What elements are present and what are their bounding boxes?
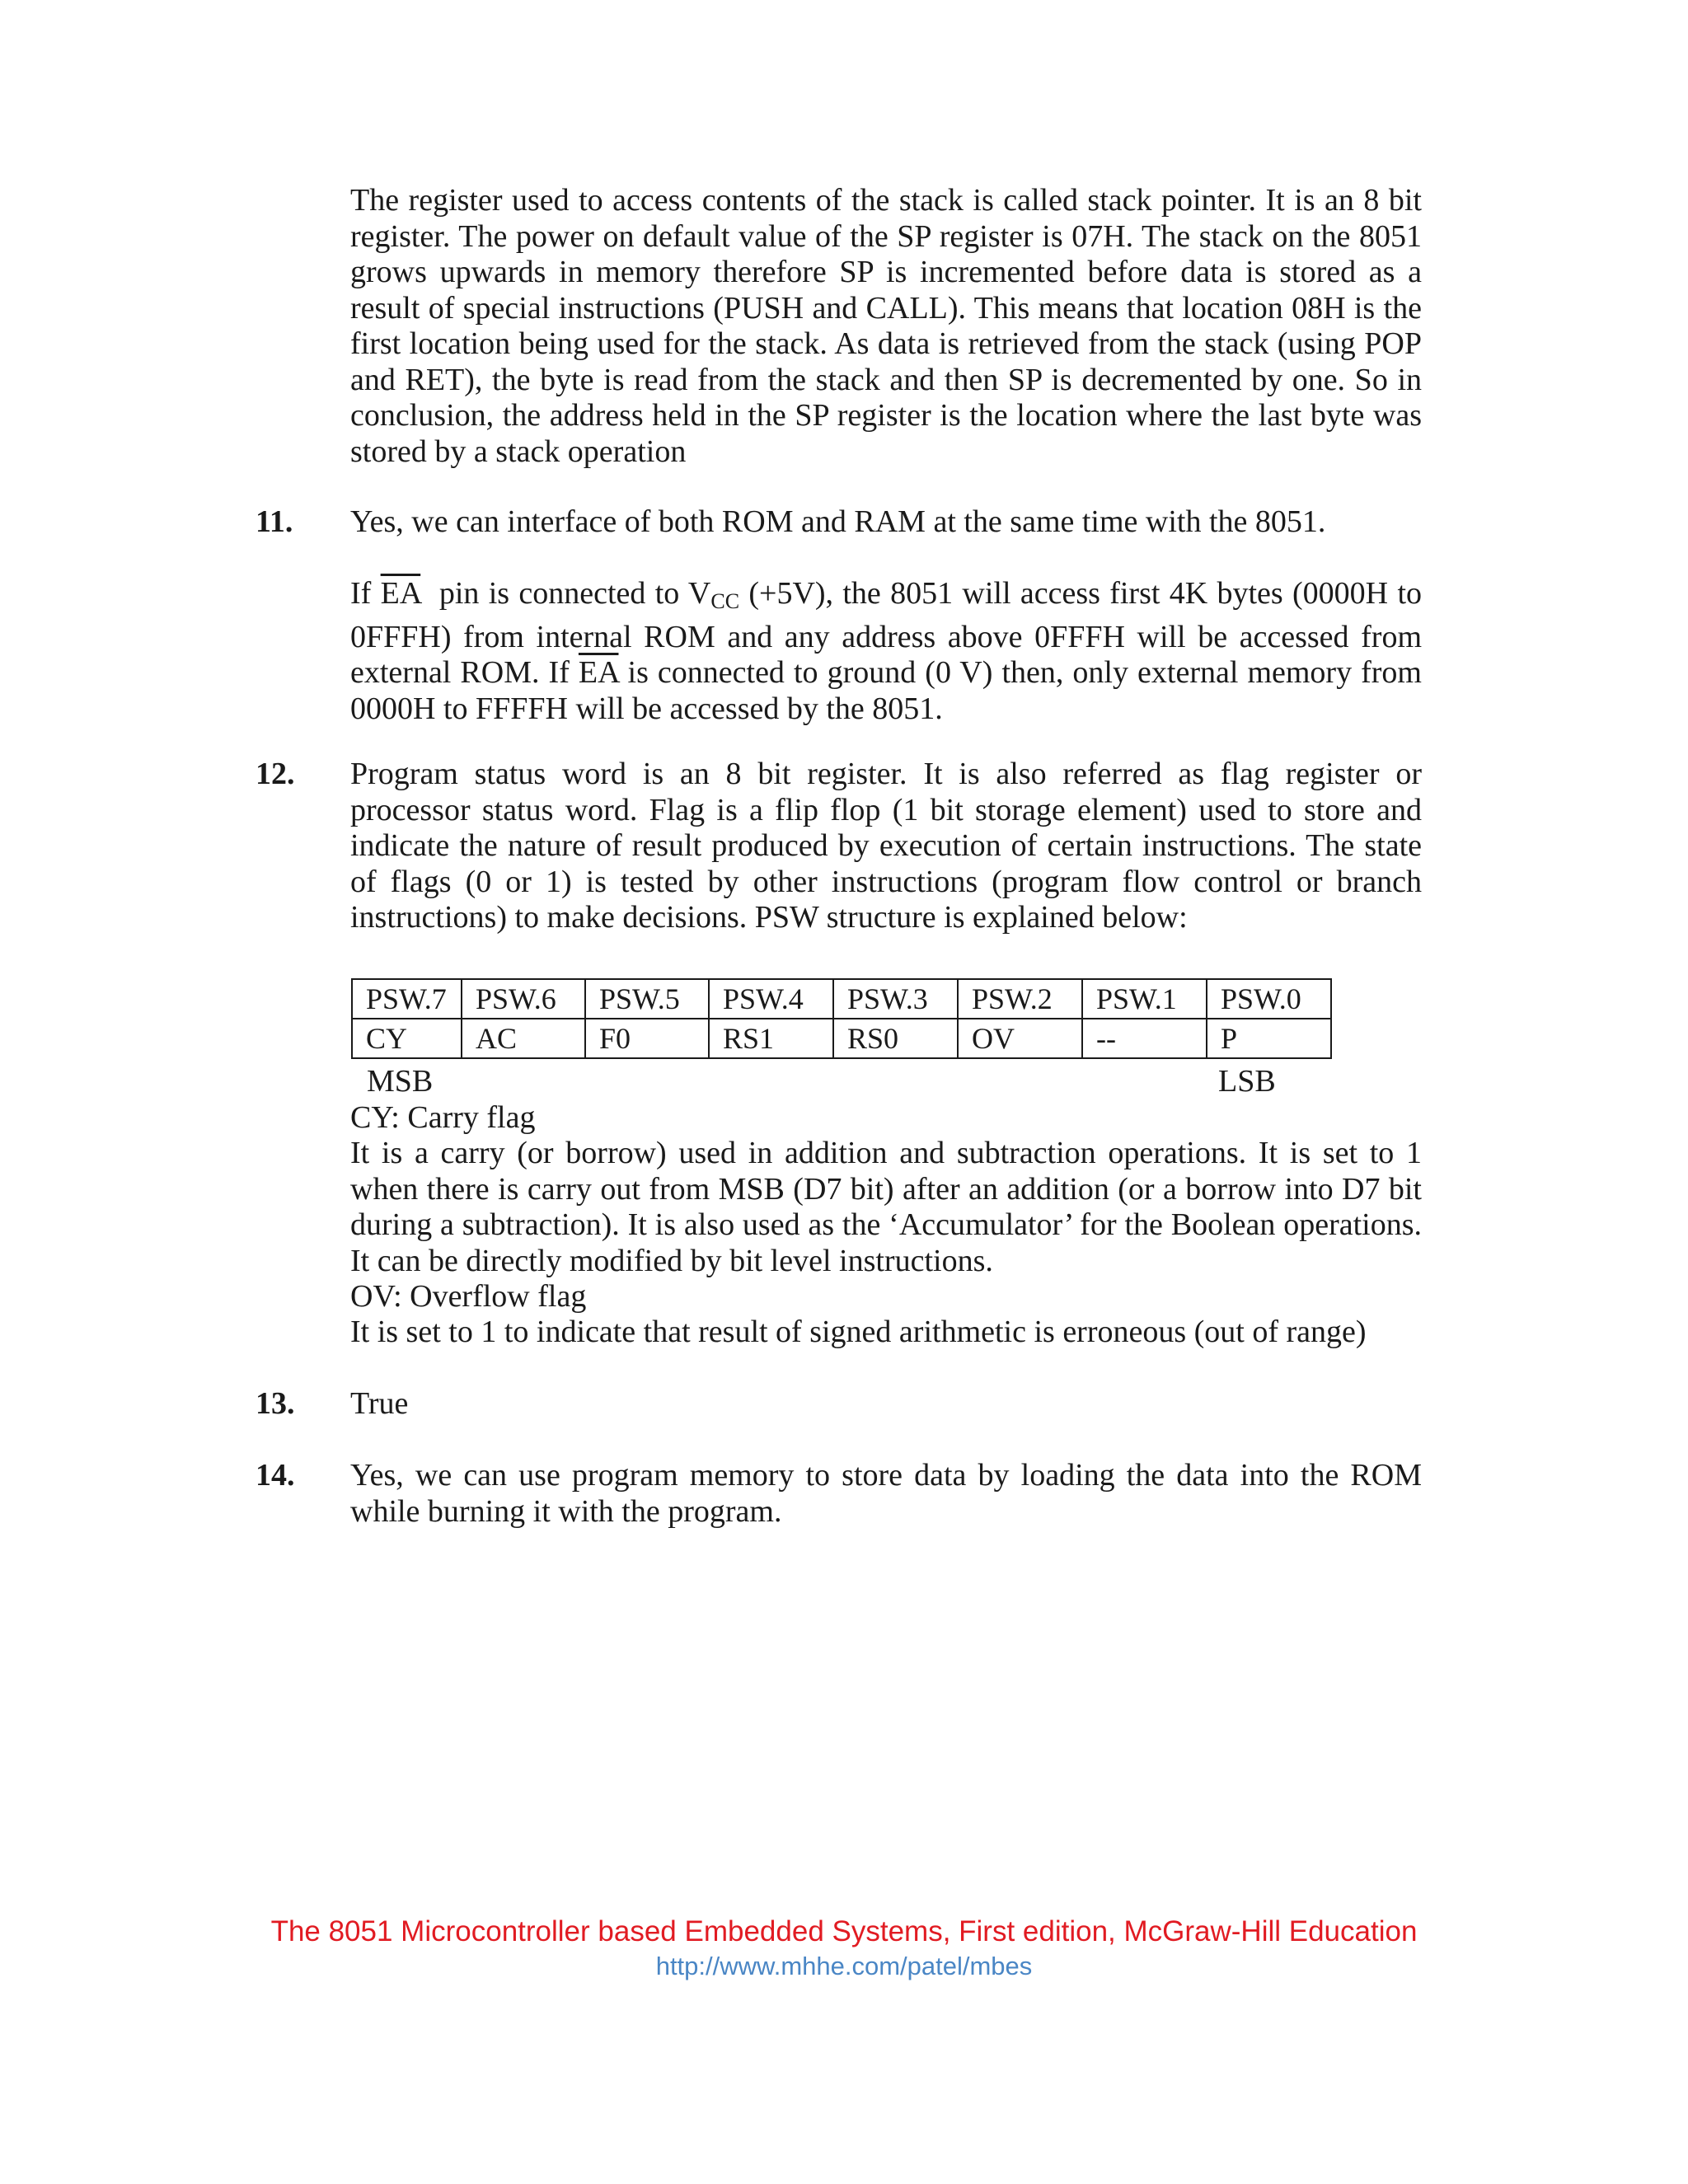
psw-bit-cell: PSW.0	[1207, 979, 1331, 1019]
psw-flag-cell: OV	[958, 1019, 1082, 1058]
psw-flags-row	[352, 1019, 1331, 1058]
stack-pointer-paragraph: The register used to access contents of the stack is called stack pointer. It is an 8 bit register. The power on default value of the SP register is 07H. The stack on the 8051 grows upwards in memory therefore SP is incremented before data is stored as a result of special instructions (PUSH and CALL). This means that location 08H is the first location being used for the stack. As data is retrieved from the stack (using POP and RET), the byte is read from the stack and then SP is decremented by one. So in conclusion, the address held in the SP register is the location where the last byte was stored by a stack operation	[350, 183, 1422, 469]
q12-psw-paragraph: Program status word is an 8 bit register. It is also referred as flag register or processor status word. Flag is a flip flop (1 bit storage element) used to store and indicate the nature of result produced by execution of certain instructions. The state of flags (0 or 1) is tested by other instructions (program flow control or branch instructions) to make decisions. PSW structure is explained below:	[350, 757, 1422, 935]
q13-answer: True	[350, 1386, 409, 1421]
psw-bits-row	[352, 979, 1331, 1019]
q14-number: 14.	[256, 1458, 295, 1493]
q11-number: 11.	[256, 504, 293, 539]
q11-text-4: is connected to ground (0 V) then, only external memory from 0000H to FFFFH will be accessed by the 8051.	[350, 655, 1422, 726]
psw-bit-cell: PSW.6	[462, 979, 585, 1019]
psw-flag-cell: --	[1082, 1019, 1207, 1058]
lsb-label: LSB	[1218, 1064, 1276, 1099]
psw-flag-cell: RS1	[709, 1019, 833, 1058]
psw-flag-cell: AC	[462, 1019, 585, 1058]
psw-bit-cell: PSW.1	[1082, 979, 1207, 1019]
ea-overline-1: $\overline{EA}$	[380, 576, 421, 611]
cy-flag-description: It is a carry (or borrow) used in addition and subtraction operations. It is set to 1 when there is carry out from MSB (D7 bit) after an addition (or a borrow into D7 bit during a subtraction). It is also used as the ‘Accumulator’ for the Boolean operations. It can be directly modified by bit level instructions.	[350, 1136, 1422, 1278]
psw-bit-cell: PSW.2	[958, 979, 1082, 1019]
ov-flag-description: It is set to 1 to indicate that result of signed arithmetic is erroneous (out of range)	[350, 1315, 1367, 1349]
psw-flag-cell: CY	[352, 1019, 462, 1058]
psw-flag-cell: F0	[585, 1019, 709, 1058]
q14-answer: Yes, we can use program memory to store data by loading the data into the ROM while burning it with the program.	[350, 1458, 1422, 1529]
cy-flag-title: CY: Carry flag	[350, 1100, 536, 1135]
q11-answer: Yes, we can interface of both ROM and RAM at the same time with the 8051.	[350, 504, 1326, 539]
footer-book-title: The 8051 Microcontroller based Embedded Systems, First edition, McGraw-Hill Education	[270, 1915, 1418, 1947]
vcc-subscript: CC	[710, 589, 740, 613]
q11-ea-paragraph	[350, 576, 1422, 727]
psw-structure-table	[351, 978, 1332, 1059]
psw-flag-cell: P	[1207, 1019, 1331, 1058]
footer-url: http://www.mhhe.com/patel/mbes	[655, 1952, 1033, 1980]
psw-bit-cell: PSW.7	[352, 979, 462, 1019]
q12-number: 12.	[256, 757, 295, 791]
q11-text-2: pin is connected to V	[420, 576, 711, 611]
q11-text-3: (+5V), the 8051 will access first 4K bytes (0000H to 0FFFH) from internal ROM and any address above 0FFFH will be accessed from external ROM. If	[350, 576, 1423, 690]
psw-bit-cell: PSW.5	[585, 979, 709, 1019]
psw-bit-cell: PSW.3	[833, 979, 958, 1019]
q11-text-1: If	[350, 576, 381, 611]
psw-bit-cell: PSW.4	[709, 979, 833, 1019]
ea-overline-2: $\overline{EA}$	[578, 655, 619, 690]
q13-number: 13.	[256, 1386, 295, 1421]
ov-flag-title: OV: Overflow flag	[350, 1279, 587, 1314]
msb-label: MSB	[367, 1064, 434, 1099]
psw-flag-cell: RS0	[833, 1019, 958, 1058]
